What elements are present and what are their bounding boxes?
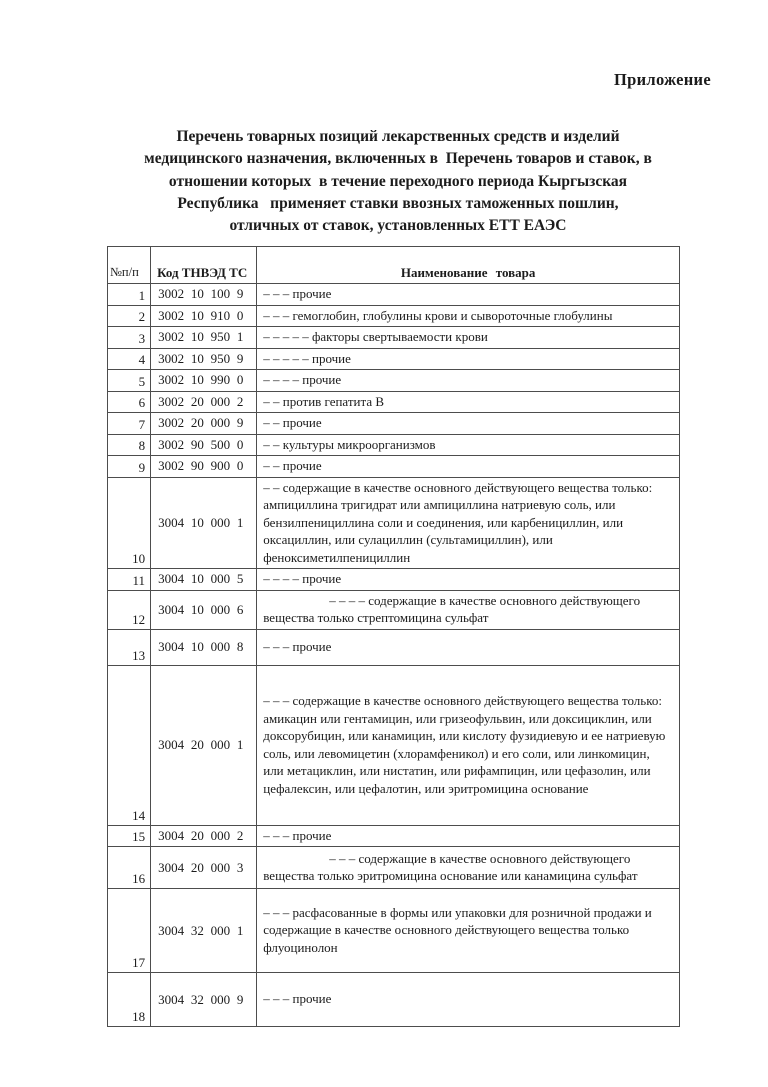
goods-table (107, 246, 680, 1027)
column-header-code: Код ТНВЭД ТС (151, 247, 257, 284)
row-number-cell: 9 (108, 456, 151, 478)
row-number-cell: 6 (108, 391, 151, 413)
goods-name-cell: – – – прочие (257, 973, 680, 1027)
goods-name-cell: – – прочие (257, 456, 680, 478)
title-line: Республика применяет ставки ввозных таможенных пошлин, (177, 194, 619, 212)
table-row (108, 284, 680, 306)
title-line: медицинского назначения, включенных в Перечень товаров и ставок, в (144, 150, 652, 168)
goods-name-cell: – – – – содержащие в качестве основного действующего вещества только стрептомицина сульфат (257, 590, 680, 629)
row-number-cell: 16 (108, 847, 151, 889)
column-header-name: Наименование товара (257, 247, 680, 284)
row-number-cell: 8 (108, 434, 151, 456)
table-row (108, 348, 680, 370)
table-row (108, 456, 680, 478)
document-title (128, 126, 668, 237)
tnved-code-cell: 3004 20 000 1 (151, 665, 257, 825)
goods-name-cell: – – прочие (257, 413, 680, 435)
goods-name-cell: – – – прочие (257, 629, 680, 665)
tnved-code-cell: 3002 20 000 9 (151, 413, 257, 435)
row-number-cell: 15 (108, 825, 151, 847)
tnved-code-cell: 3004 32 000 1 (151, 889, 257, 973)
table-row (108, 391, 680, 413)
goods-name-cell: – – содержащие в качестве основного действующего вещества только: ампициллина тригидрат или ампициллина натриевую соль, или бензилпенициллина соли и соединения, или карбенициллин, или оксациллин, или сулациллин (сультамициллин), или феноксиметилпенициллин (257, 477, 680, 569)
goods-name-cell: – – – расфасованные в формы или упаковки для розничной продажи и содержащие в качестве основного действующего вещества только флуоцинолон (257, 889, 680, 973)
table-row (108, 477, 680, 569)
goods-name-cell: – – – содержащие в качестве основного действующего вещества только: амикацин или гентамицин, или гризеофульвин, или доксициклин, или доксорубицин, или канамицин, или кислоту фузидиевую и ее натриевую соль, или левомицетин (хлорамфеникол) и его соли, или линкомицин, или метациклин, или нистатин, или рифампицин, или цефазолин, или цефалексин, или цефалотин, или эритромицина основание (257, 665, 680, 825)
tnved-code-cell: 3002 10 100 9 (151, 284, 257, 306)
table-row (108, 825, 680, 847)
goods-name-cell: – – – прочие (257, 825, 680, 847)
row-number-cell: 1 (108, 284, 151, 306)
tnved-code-cell: 3004 32 000 9 (151, 973, 257, 1027)
tnved-code-cell: 3002 90 900 0 (151, 456, 257, 478)
table-row (108, 370, 680, 392)
goods-name-cell: – – – – – факторы свертываемости крови (257, 327, 680, 349)
goods-table-header (108, 247, 680, 284)
goods-name-cell: – – – содержащие в качестве основного действующего вещества только эритромицина основание или канамицина сульфат (257, 847, 680, 889)
header-row (108, 247, 680, 284)
tnved-code-cell: 3002 10 910 0 (151, 305, 257, 327)
row-number-cell: 7 (108, 413, 151, 435)
goods-name-cell: – – – прочие (257, 284, 680, 306)
table-row (108, 305, 680, 327)
tnved-code-cell: 3004 10 000 6 (151, 590, 257, 629)
table-row (108, 327, 680, 349)
tnved-code-cell: 3004 10 000 5 (151, 569, 257, 591)
title-line: отличных от ставок, установленных ЕТТ ЕАЭС (229, 217, 567, 235)
table-row (108, 590, 680, 629)
row-number-cell: 11 (108, 569, 151, 591)
row-number-cell: 3 (108, 327, 151, 349)
row-number-cell: 12 (108, 590, 151, 629)
row-number-cell: 5 (108, 370, 151, 392)
tnved-code-cell: 3002 90 500 0 (151, 434, 257, 456)
goods-name-cell: – – – – прочие (257, 569, 680, 591)
table-row (108, 665, 680, 825)
row-number-cell: 17 (108, 889, 151, 973)
appendix-label: Приложение (613, 70, 711, 89)
tnved-code-cell: 3002 10 950 9 (151, 348, 257, 370)
tnved-code-cell: 3004 20 000 2 (151, 825, 257, 847)
table-row (108, 629, 680, 665)
row-number-cell: 2 (108, 305, 151, 327)
tnved-code-cell: 3002 10 950 1 (151, 327, 257, 349)
table-row (108, 413, 680, 435)
title-line: отношении которых в течение переходного периода Кыргызская (168, 172, 628, 190)
tnved-code-cell: 3002 10 990 0 (151, 370, 257, 392)
table-row (108, 569, 680, 591)
goods-name-cell: – – – – – прочие (257, 348, 680, 370)
tnved-code-cell: 3004 20 000 3 (151, 847, 257, 889)
goods-table-body (108, 284, 680, 1027)
goods-name-cell: – – культуры микроорганизмов (257, 434, 680, 456)
title-line: Перечень товарных позиций лекарственных средств и изделий (176, 128, 620, 145)
table-row (108, 434, 680, 456)
goods-name-cell: – – – – прочие (257, 370, 680, 392)
table-row (108, 973, 680, 1027)
goods-name-cell: – – – гемоглобин, глобулины крови и сывороточные глобулины (257, 305, 680, 327)
row-number-cell: 4 (108, 348, 151, 370)
tnved-code-cell: 3004 10 000 8 (151, 629, 257, 665)
table-row (108, 889, 680, 973)
goods-name-cell: – – против гепатита В (257, 391, 680, 413)
table-row (108, 847, 680, 889)
row-number-cell: 10 (108, 477, 151, 569)
tnved-code-cell: 3002 20 000 2 (151, 391, 257, 413)
row-number-cell: 14 (108, 665, 151, 825)
row-number-cell: 18 (108, 973, 151, 1027)
tnved-code-cell: 3004 10 000 1 (151, 477, 257, 569)
row-number-cell: 13 (108, 629, 151, 665)
column-header-num: №п/п (108, 247, 151, 284)
